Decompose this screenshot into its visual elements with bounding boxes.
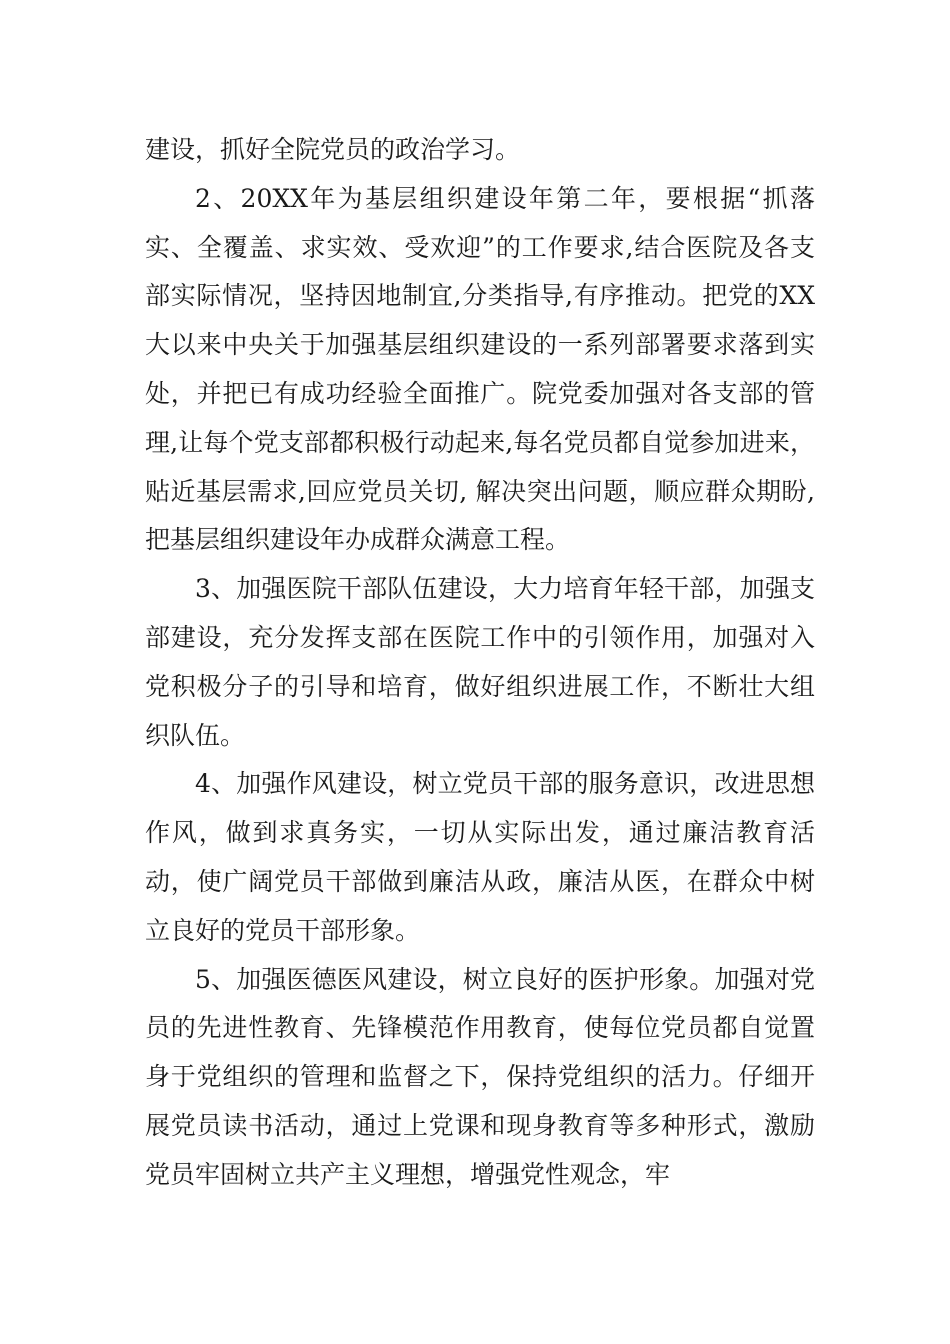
document-body [145, 126, 815, 1200]
paragraph-item-2: 2、20XX年为基层组织建设年第二年，要根据“抓落实、全覆盖、求实效、受欢迎”的工作要求,结合医院及各支部实际情况，坚持因地制宜,分类指导,有序推动。把党的XX大以来中央关于加强基层组织建设的一系列部署要求落到实处，并把已有成功经验全面推广。院党委加强对各支部的管理,让每个党支部都积极行动起来,每名党员都自觉参加进来，贴近基层需求,回应党员关切, 解决突出问题，顺应群众期盼,把基层组织建设年办成群众满意工程。 [145, 183, 815, 555]
paragraph-item-5: 5、加强医德医风建设，树立良好的医护形象。加强对党员的先进性教育、先锋模范作用教育，使每位党员都自觉置身于党组织的管理和监督之下，保持党组织的活力。仔细开展党员读书活动，通过上党课和现身教育等多种形式，激励党员牢固树立共产主义理想，增强党性观念，牢 [145, 964, 815, 1189]
paragraph-continuation: 建设，抓好全院党员的政治学习。 [145, 135, 521, 164]
paragraph-item-3: 3、加强医院干部队伍建设，大力培育年轻干部，加强支部建设，充分发挥支部在医院工作中的引领作用，加强对入党积极分子的引导和培育，做好组织进展工作，不断壮大组织队伍。 [145, 574, 815, 750]
paragraph-item-4: 4、加强作风建设，树立党员干部的服务意识，改进思想作风，做到求真务实，一切从实际出发，通过廉洁教育活动，使广阔党员干部做到廉洁从政，廉洁从医，在群众中树立良好的党员干部形象。 [145, 769, 815, 945]
